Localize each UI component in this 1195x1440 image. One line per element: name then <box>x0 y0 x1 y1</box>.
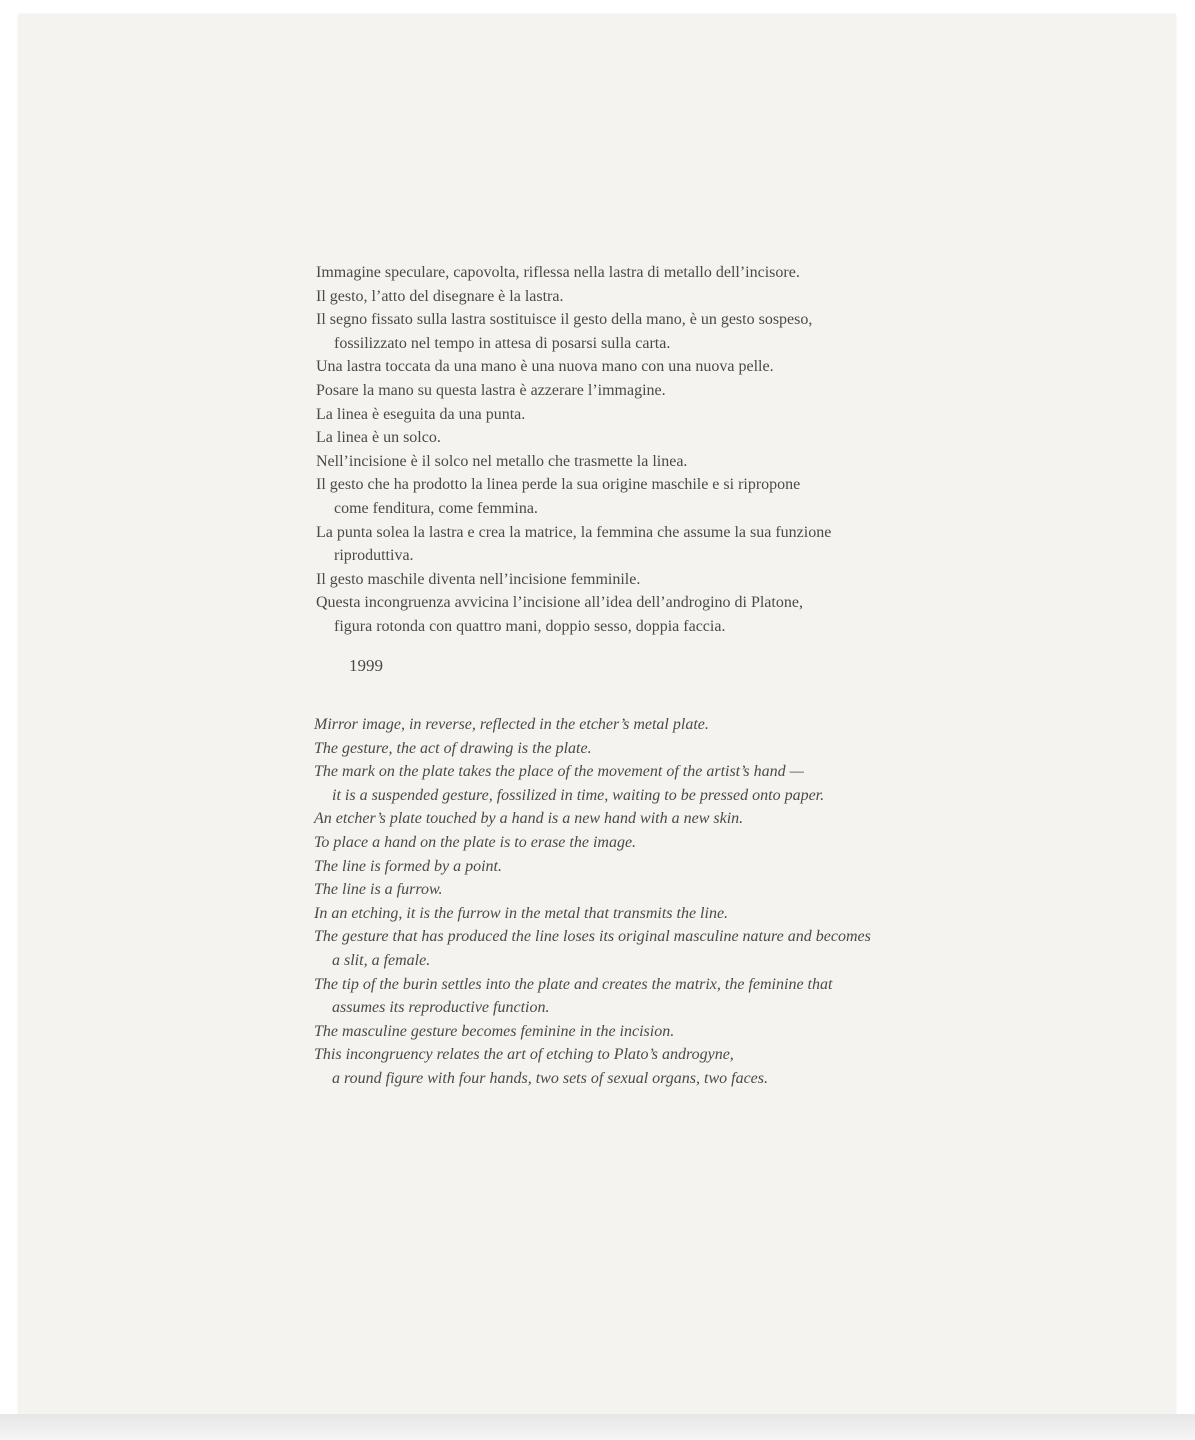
page-edge-shadow <box>0 1414 1195 1440</box>
poem-line: Il segno fissato sulla lastra sostituisce il gesto della mano, è un gesto sospeso, <box>316 311 813 329</box>
italian-poem <box>316 261 831 639</box>
poem-line: it is a suspended gesture, fossilized in time, waiting to be pressed onto paper. <box>332 786 825 804</box>
poem-line: The line is a furrow. <box>314 881 443 899</box>
poem-line: Il gesto, l’atto del disegnare è la lastra. <box>316 287 564 305</box>
poem-line: figura rotonda con quattro mani, doppio sesso, doppia faccia. <box>334 617 726 635</box>
poem-line: To place a hand on the plate is to erase the image. <box>314 833 637 851</box>
poem-line: Nell’incisione è il solco nel metallo che trasmette la linea. <box>316 452 688 470</box>
poem-line: Mirror image, in reverse, reflected in the etcher’s metal plate. <box>314 716 709 733</box>
english-poem <box>314 713 871 1091</box>
poem-line: The gesture that has produced the line loses its original masculine nature and becomes <box>314 928 871 946</box>
poem-line: Il gesto maschile diventa nell’incisione femminile. <box>316 570 641 588</box>
poem-line: riproduttiva. <box>334 547 414 565</box>
poem-line: The mark on the plate takes the place of the movement of the artist’s hand — <box>314 763 804 781</box>
poem-line: An etcher’s plate touched by a hand is a new hand with a new skin. <box>314 810 744 828</box>
poem-line: a slit, a female. <box>332 951 431 969</box>
poem-line: a round figure with four hands, two sets of sexual organs, two faces. <box>332 1069 769 1087</box>
poem-line: The gesture, the act of drawing is the plate. <box>314 739 592 757</box>
year-label: 1999 <box>349 656 383 675</box>
poem-line: Una lastra toccata da una mano è una nuova mano con una nuova pelle. <box>316 358 774 376</box>
poem-line: Questa incongruenza avvicina l’incisione all’idea dell’androgino di Platone, <box>316 594 803 612</box>
poem-line: Il gesto che ha prodotto la linea perde la sua origine maschile e si ripropone <box>316 476 801 494</box>
poem-line: The masculine gesture becomes feminine in the incision. <box>314 1022 675 1040</box>
poem-line: This incongruency relates the art of etching to Plato’s androgyne, <box>314 1046 734 1064</box>
poem-line: come fenditura, come femmina. <box>334 499 538 517</box>
poem-line: In an etching, it is the furrow in the metal that transmits the line. <box>314 904 729 922</box>
poem-line: La punta solea la lastra e crea la matrice, la femmina che assume la sua funzione <box>316 523 832 541</box>
poem-line: assumes its reproductive function. <box>332 999 550 1017</box>
poem-line: fossilizzato nel tempo in attesa di posarsi sulla carta. <box>334 334 671 352</box>
poem-line: La linea è eseguita da una punta. <box>316 405 526 423</box>
poem-line: The line is formed by a point. <box>314 857 502 875</box>
poem-line: Immagine speculare, capovolta, riflessa nella lastra di metallo dell’incisore. <box>316 264 800 281</box>
poem-line: La linea è un solco. <box>316 429 441 447</box>
poem-line: Posare la mano su questa lastra è azzerare l’immagine. <box>316 381 666 399</box>
poem-line: The tip of the burin settles into the plate and creates the matrix, the feminine that <box>314 975 833 993</box>
